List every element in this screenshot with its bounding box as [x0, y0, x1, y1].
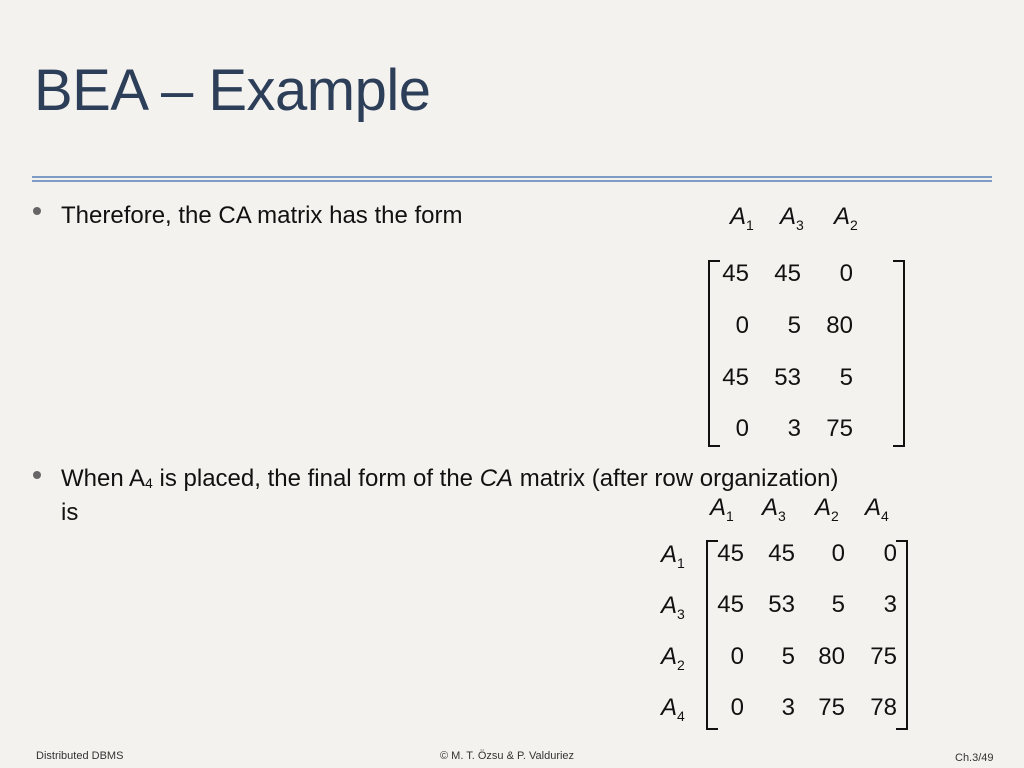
matrix2-cell: 5 [831, 591, 845, 618]
bullet-2-marker [33, 471, 41, 479]
matrix1-cell: 45 [722, 260, 749, 287]
matrix1-header-a2: $A_2$ [834, 203, 858, 233]
title-rule-bottom [32, 180, 992, 182]
matrix2-cell: 0 [831, 540, 845, 567]
matrix1-cell: 0 [735, 415, 749, 442]
matrix2-header-a4: $A_4$ [865, 494, 889, 524]
slide-title: BEA – Example [34, 58, 431, 123]
matrix2-row-label-a3: $A_3$ [661, 592, 685, 622]
matrix2-cell: 45 [717, 540, 744, 567]
matrix2-cell: 75 [870, 643, 897, 670]
matrix1-cell: 5 [787, 312, 801, 339]
matrix2-cell: 0 [883, 540, 897, 567]
matrix2-cell: 80 [818, 643, 845, 670]
matrix1-cell: 75 [826, 415, 853, 442]
matrix2-header-a1: $A_1$ [710, 494, 734, 524]
bullet-2-text: When A4 is placed, the final form of the CA matrix (after row organization) [61, 465, 839, 492]
matrix2-right-bracket [896, 540, 908, 730]
title-rule-top [32, 176, 992, 178]
footer-copyright: © M. T. Özsu & P. Valduriez [440, 750, 575, 762]
matrix2-row-label-a2: $A_2$ [661, 643, 685, 673]
bullet-1-text: Therefore, the CA matrix has the form [61, 202, 463, 229]
matrix2-row-label-a1: $A_1$ [661, 541, 685, 571]
matrix1-cell: 0 [735, 312, 749, 339]
matrix1-cell: 53 [774, 364, 801, 391]
bullet-1-marker [33, 207, 41, 215]
matrix1-right-bracket [893, 260, 905, 447]
matrix1-cell: 3 [787, 415, 801, 442]
matrix2-cell: 5 [781, 643, 795, 670]
matrix2-cell: 3 [781, 694, 795, 721]
matrix1-cell: 45 [774, 260, 801, 287]
matrix1-cell: 5 [839, 364, 853, 391]
matrix2-cell: 78 [870, 694, 897, 721]
matrix2-cell: 45 [768, 540, 795, 567]
matrix2-cell: 0 [730, 694, 744, 721]
matrix2-row-label-a4: $A_4$ [661, 694, 685, 724]
footer-page-number: Ch.3/49 [955, 752, 994, 764]
footer-course: Distributed DBMS [36, 750, 124, 762]
matrix2-header-a3: $A_3$ [762, 494, 786, 524]
matrix1-header-a1: $A_1$ [730, 203, 754, 233]
matrix2-cell: 53 [768, 591, 795, 618]
matrix2-header-a2: $A_2$ [815, 494, 839, 524]
matrix1-header-a3: $A_3$ [780, 203, 804, 233]
bullet-2-text-line2: is [61, 499, 79, 526]
matrix2-cell: 3 [883, 591, 897, 618]
matrix2-cell: 45 [717, 591, 744, 618]
matrix1-cell: 0 [839, 260, 853, 287]
matrix1-cell: 45 [722, 364, 749, 391]
matrix2-cell: 0 [730, 643, 744, 670]
matrix1-cell: 80 [826, 312, 853, 339]
matrix2-cell: 75 [818, 694, 845, 721]
